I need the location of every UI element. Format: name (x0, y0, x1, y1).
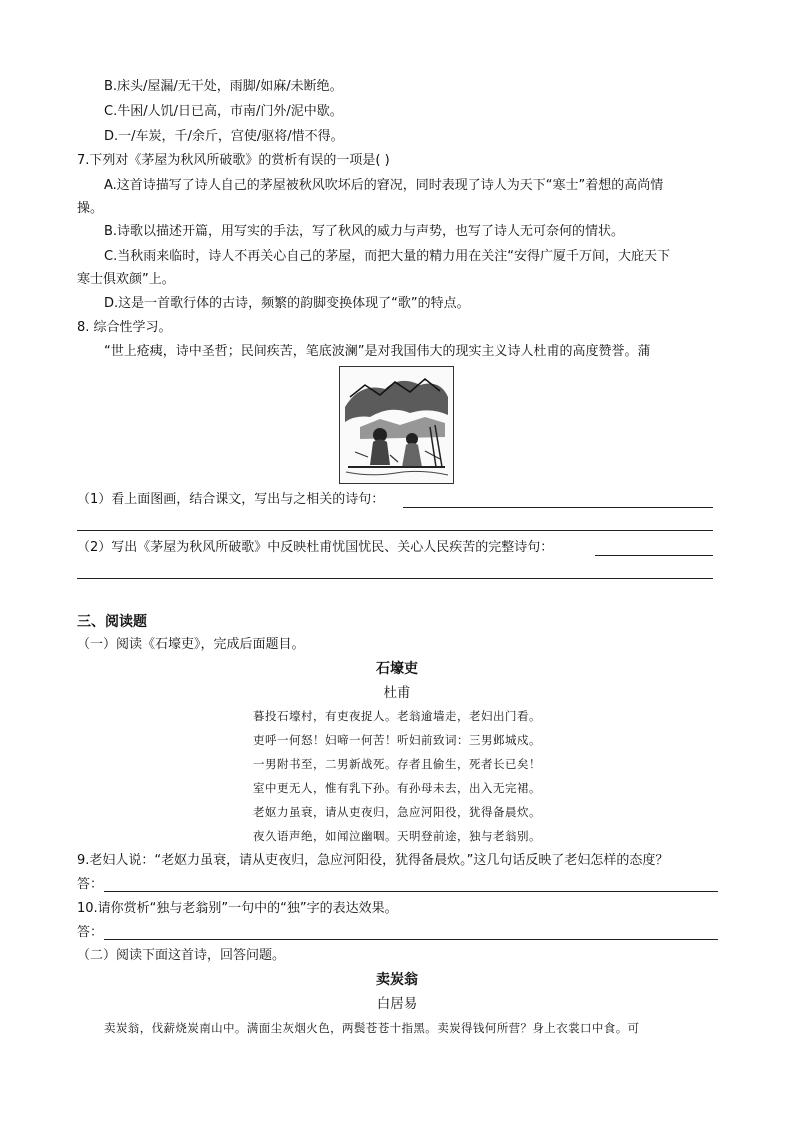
q8-intro: “世上疮痍，诗中圣哲；民间疾苦，笔底波澜”是对我国伟大的现实主义诗人杜甫的高度赞誉。蒲 (104, 344, 651, 359)
q7-option-c-line2: 寒士俱欢颜”上。 (77, 272, 175, 287)
q8-sub1-answer-line-2[interactable] (77, 530, 713, 531)
q6-option-d: D.一/车炭，千/余斤，宫使/驱将/惜不得。 (104, 129, 344, 144)
poem1-line-2: 吏呼一何怒！妇啼一何苦！听妇前致词：三男邺城戍。 (253, 733, 541, 747)
poem1-title: 石壕吏 (376, 661, 418, 677)
poem2-line-1: 卖炭翁，伐薪烧炭南山中。满面尘灰烟火色，两鬓苍苍十指黑。卖炭得钱何所营？身上衣裳口中食。可 (104, 1021, 640, 1035)
poem2-author: 白居易 (376, 996, 418, 1012)
q8-sub2-answer-line-2[interactable] (77, 578, 713, 579)
ink-painting-illustration (339, 366, 454, 484)
poem1-line-5: 老妪力虽衰，请从吏夜归，急应河阳役，犹得备晨炊。 (253, 805, 541, 819)
q7-option-a-line2: 操。 (77, 201, 104, 216)
q7-option-d: D.这是一首歌行体的古诗，频繁的韵脚变换体现了“歌”的特点。 (104, 296, 470, 311)
poem1-line-4: 室中更无人，惟有乳下孙。有孙母未去，出入无完裙。 (253, 781, 541, 795)
poem1-author: 杜甫 (383, 685, 411, 701)
q6-option-c: C.牛困/人饥/日已高，市南/门外/泥中歇。 (104, 104, 343, 119)
q7-option-b: B.诗歌以描述开篇，用写实的手法，写了秋风的威力与声势，也写了诗人无可奈何的情状。 (104, 224, 625, 239)
poem2-title: 卖炭翁 (376, 972, 418, 988)
poem1-line-6: 夜久语声绝，如闻泣幽咽。天明登前途，独与老翁别。 (253, 829, 541, 843)
q8-sub1: （1）看上面图画，结合课文，写出与之相关的诗句： (77, 492, 385, 507)
section-heading: 三、阅读题 (77, 614, 147, 630)
q7-option-a-line1: A.这首诗描写了诗人自己的茅屋被秋风吹坏后的窘况，同时表现了诗人为天下“寒士”着想的高尚情 (104, 178, 664, 193)
q6-option-b: B.床头/屋漏/无干处，雨脚/如麻/未断绝。 (104, 79, 343, 94)
q8-sub2: （2）写出《茅屋为秋风所破歌》中反映杜甫忧国忧民、关心人民疾苦的完整诗句： (77, 540, 554, 555)
q9-stem: 9.老妇人说：“老妪力虽衰，请从吏夜归，急应河阳役，犹得备晨炊。”这几句话反映了老妇怎样的态度？ (77, 853, 669, 868)
q8-sub1-answer-line[interactable] (403, 507, 713, 508)
q10-answer-label: 答： (77, 925, 104, 940)
part2-instruction: （二）阅读下面这首诗，回答问题。 (77, 948, 286, 963)
q7-option-c-line1: C.当秋雨来临时，诗人不再关心自己的茅屋，而把大量的精力用在关注“安得广厦千万间，大庇天下 (104, 249, 670, 264)
poem1-line-3: 一男附书至，二男新战死。存者且偷生，死者长已矣！ (253, 757, 541, 771)
part1-instruction: （一）阅读《石壕吏》，完成后面题目。 (77, 637, 305, 652)
q10-stem: 10.请你赏析“独与老翁别”一句中的“独”字的表达效果。 (77, 901, 398, 916)
q9-answer-label: 答： (77, 877, 104, 892)
q8-stem: 8. 综合性学习。 (77, 320, 172, 335)
q8-sub2-answer-line[interactable] (595, 555, 713, 556)
q9-answer-line[interactable] (104, 891, 718, 892)
q7-stem: 7.下列对《茅屋为秋风所破歌》的赏析有误的一项是( ) (77, 153, 390, 168)
ink-painting-icon (340, 367, 453, 483)
q10-answer-line[interactable] (104, 939, 718, 940)
poem1-line-1: 暮投石壕村，有吏夜捉人。老翁逾墙走，老妇出门看。 (253, 709, 541, 723)
